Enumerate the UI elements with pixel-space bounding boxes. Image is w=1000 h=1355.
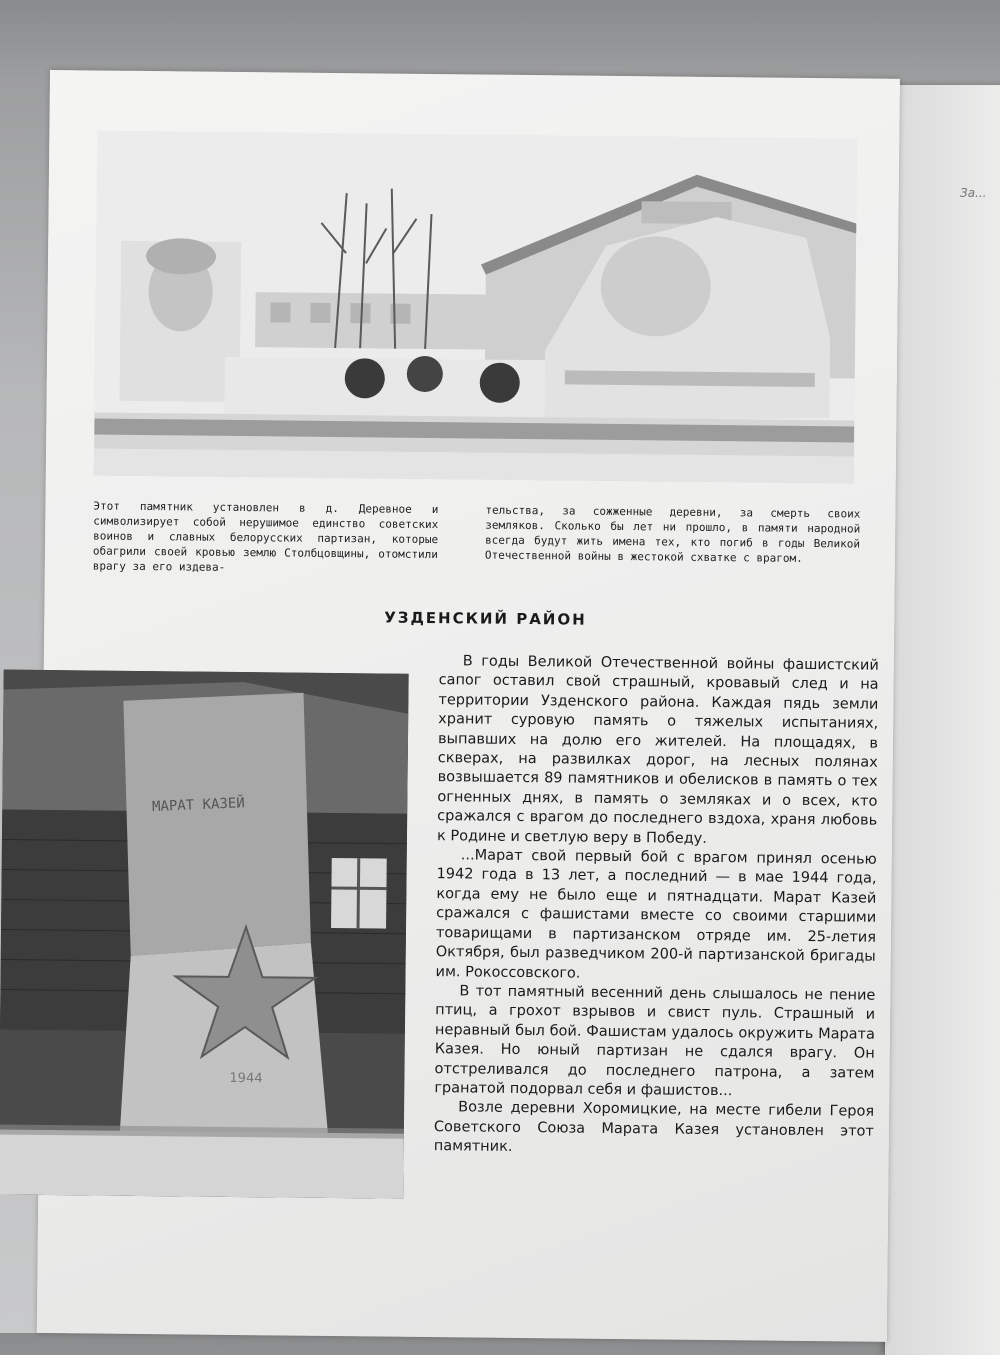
memorial-years: 1944 — [229, 1070, 263, 1087]
adjacent-page-text: За... — [960, 186, 987, 200]
section-heading: УЗДЕНСКИЙ РАЙОН — [384, 608, 587, 629]
paragraph-1: В годы Великой Отечественной войны фашистский сапог оставил свой страшный, кровавый след и на территории Узденского района. Каждая пядь земли хранит суровую память о тяжелых испытаниях, выпавших на долю его жителей. На площадях, в скверах, на развилках дорог, на лесных полянах возвышается 89 памятников и обелисков в память о тех огненных днях, в память о земляках и о всех, кто сражался с врагом до последнего вздоха, храня любовь к Родине и светлую веру в Победу. — [436, 653, 879, 847]
booklet-page — [37, 70, 900, 1342]
paragraph-2: ...Марат свой первый бой с врагом принял осенью 1942 года в 13 лет, а последний — в мае 1944 года, когда ему не было еще и пятнадцати. Марат Казей сражался с фашистами вместе со своими старшими товарищами в партизанском отряде им. 25-летия Октября, был разведчиком 200-й партизанской бригады им. Рокоссовского. — [435, 847, 877, 982]
memorial-photo-marat-kazei — [0, 670, 409, 1199]
memorial-photo-derevnoe — [94, 130, 858, 483]
paragraph-4: Возле деревни Хоромицкие, на месте гибели Героя Советского Союза Марата Казея установлен этот памятник. — [433, 1099, 875, 1156]
memorial-photo-derevnoe-drawing — [94, 130, 858, 483]
caption-left: Этот памятник установлен в д. Деревное и символизирует собой нерушимое единство советских воинов и славных белорусских партизан, которые обагрили своей кровью землю Столбцовщины, отомстили врагу за его издева- — [92, 499, 439, 574]
article-body — [434, 652, 879, 1161]
memorial-photo-marat-kazei-drawing — [0, 670, 409, 1199]
caption-right: тельства, за сожженные деревни, за смерть своих земляков. Сколько бы лет ни прошло, в памяти народной всегда будут жить имена тех, кто погиб в годы Великой Отечественной войны в жестокой схватке с врагом. — [484, 503, 861, 565]
paragraph-3: В тот памятный весенний день слышалось не пение птиц, а грохот взрывов и свист пуль. Страшный и неравный был бой. Фашистам удалось окружить Марата Казея. Но юный партизан не сдался врагу. Он отстреливался до последнего патрона, а затем гранатой подорвал себя и фашистов... — [434, 983, 876, 1100]
adjacent-page — [885, 85, 1000, 1355]
memorial-inscription: МАРАТ КАЗЕЙ — [151, 795, 246, 816]
